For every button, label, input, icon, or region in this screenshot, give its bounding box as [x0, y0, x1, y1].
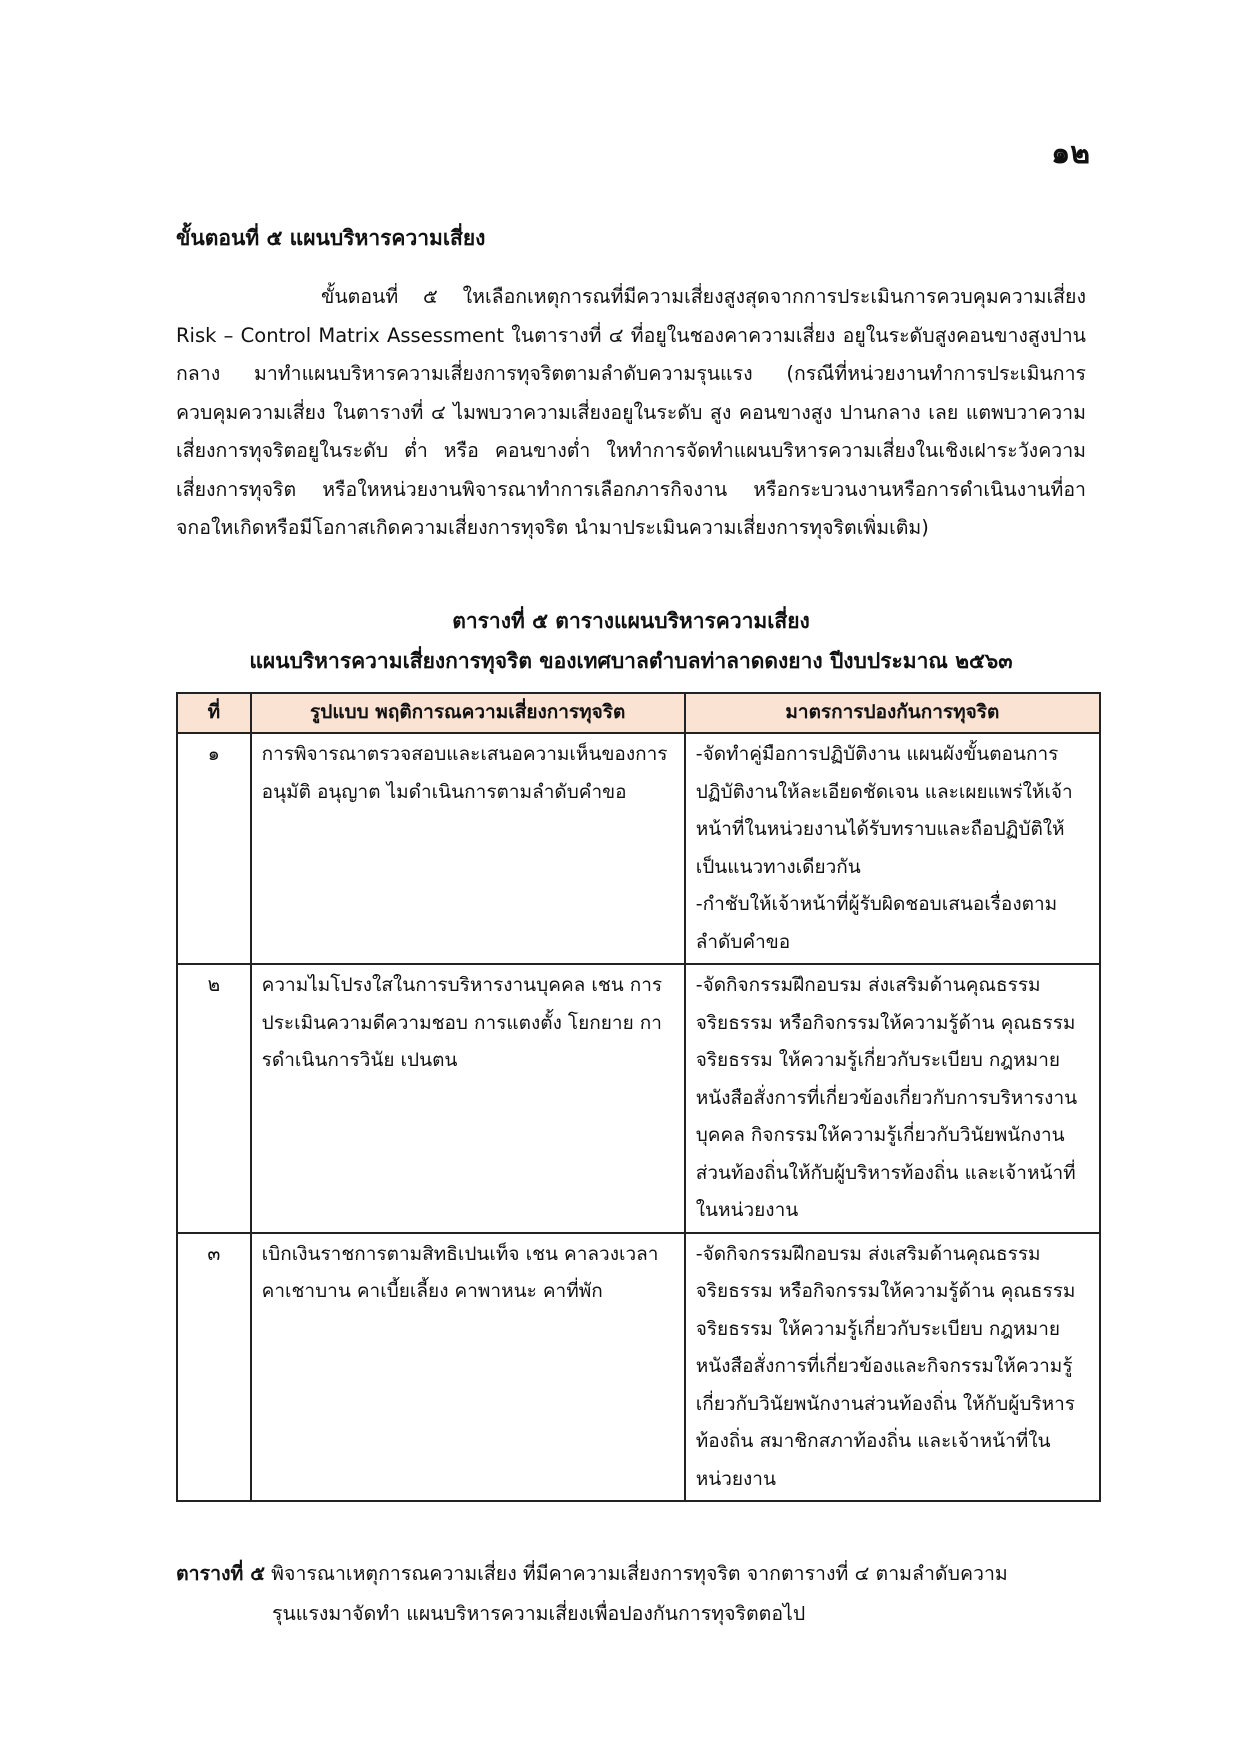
measure-item: -จัดทําคู่มือการปฏิบัติงาน แผนผังขั้นตอนการปฏิบัติงานให้ละเอียดชัดเจน และเผยแพร่ให้เจ้าหน้าที่ในหน่วยงานได้รับทราบและถือปฏิบัติให้เป็นแนวทางเดียวกัน	[695, 743, 1073, 878]
header-number: ที่	[177, 693, 251, 733]
page-number: ๑๒	[1051, 136, 1090, 171]
measure-item: -จัดกิจกรรมฝึกอบรม ส่งเสริมด้านคุณธรรม จริยธรรม หรือกิจกรรมให้ความรู้ด้าน คุณธรรม จริยธรรม ให้ความรู้เกี่ยวกับระเบียบ กฎหมาย หนังสือสั่งการที่เกี่ยวข้องเกี่ยวกับการบริหารงานบุคคล กิจกรรมให้ความรู้เกี่ยวกับวินัยพนักงานส่วนท้องถิ่นให้กับผู้บริหารท้องถิ่น และเจ้าหน้าที่ในหน่วยงาน	[695, 974, 1078, 1221]
risk-behavior-cell: เบิกเงินราชการตามสิทธิเปนเท็จ เชน คาลวงเวลา คาเชาบาน คาเบี้ยเลี้ยง คาพาหนะ คาที่พัก	[251, 1233, 685, 1502]
risk-management-table	[176, 692, 1101, 1502]
row-number: ๓	[177, 1233, 251, 1502]
measure-item: -จัดกิจกรรมฝึกอบรม ส่งเสริมด้านคุณธรรม จริยธรรม หรือกิจกรรมให้ความรู้ด้าน คุณธรรมจริยธรรม ให้ความรู้เกี่ยวกับระเบียบ กฎหมาย หนังสือสั่งการที่เกี่ยวข้องและกิจกรรมให้ความรู้เกี่ยวกับวินัยพนักงานส่วนท้องถิ่น ให้กับผู้บริหารท้องถิ่น สมาชิกสภาท้องถิ่น และเจ้าหน้าที่ในหน่วยงาน	[695, 1242, 1076, 1490]
intro-paragraph	[176, 278, 1086, 548]
table-row	[177, 733, 1100, 964]
table-note	[176, 1554, 1086, 1634]
table-row	[177, 964, 1100, 1233]
section-heading: ขั้นตอนที่ ๕ แผนบริหารความเสี่ยง	[176, 226, 486, 250]
note-line-2: รุนแรงมาจัดทํา แผนบริหารความเสี่ยงเพื่อปองกันการทุจริตตอไป	[272, 1602, 806, 1625]
row-number: ๒	[177, 964, 251, 1233]
row-number: ๑	[177, 733, 251, 964]
table-row	[177, 1233, 1100, 1502]
intro-text: ขั้นตอนที่ ๕ ใหเลือกเหตุการณที่มีความเสี่ยงสูงสุดจากการประเมินการควบคุมความเสี่ยง Risk – Control Matrix Assessment ในตารางที่ ๔ ที่อยูในชองคาความเสี่ยง อยูในระดับสูงคอนขางสูงปานกลาง มาทําแผนบริหารความเสี่ยงการทุจริตตามลําดับความรุนแรง (กรณีที่หน่วยงานทําการประเมินการควบคุมความเสี่ยง ในตารางที่ ๔ ไมพบวาความเสี่ยงอยูในระดับ สูง คอนขางสูง ปานกลาง เลย แตพบวาความเสี่ยงการทุจริตอยูในระดับ ต่ำ หรือ คอนขางต่ำ ใหทําการจัดทําแผนบริหารความเสี่ยงในเชิงเฝาระวังความเสี่ยงการทุจริต หรือใหหน่วยงานพิจารณาทําการเลือกภารกิจงาน หรือกระบวนงานหรือการดําเนินงานที่อาจกอใหเกิดหรือมีโอกาสเกิดความเสี่ยงการทุจริต นํามาประเมินความเสี่ยงการทุจริตเพิ่มเติม)	[176, 285, 1086, 539]
prevention-measure-cell	[685, 1233, 1100, 1502]
prevention-measure-cell	[685, 733, 1100, 964]
risk-behavior-cell: ความไมโปรงใสในการบริหารงานบุคคล เชน การประเมินความดีความชอบ การแตงตั้ง โยกยาย การดําเนินการวินัย เปนตน	[251, 964, 685, 1233]
header-risk-behavior: รูปแบบ พฤติการณความเสี่ยงการทุจริต	[251, 693, 685, 733]
header-prevention-measure: มาตรการปองกันการทุจริต	[685, 693, 1100, 733]
risk-behavior-cell: การพิจารณาตรวจสอบและเสนอความเห็นของการอนุมัติ อนุญาต ไมดําเนินการตามลําดับคําขอ	[251, 733, 685, 964]
prevention-measure-cell	[685, 964, 1100, 1233]
measure-item: -กำชับให้เจ้าหน้าที่ผู้รับผิดชอบเสนอเรื่องตามลำดับคำขอ	[695, 893, 1058, 953]
table-subtitle: แผนบริหารความเสี่ยงการทุจริต ของเทศบาลตำบลท่าลาดดงยาง ปีงบประมาณ ๒๕๖๓	[249, 649, 1013, 673]
table-header-row	[177, 693, 1100, 733]
note-line-1: พิจารณาเหตุการณความเสี่ยง ที่มีคาความเสี่ยงการทุจริต จากตารางที่ ๔ ตามลําดับความ	[271, 1562, 1008, 1585]
note-label: ตารางที่ ๕	[176, 1562, 265, 1585]
table-title: ตารางที่ ๕ ตารางแผนบริหารความเสี่ยง	[452, 609, 810, 633]
